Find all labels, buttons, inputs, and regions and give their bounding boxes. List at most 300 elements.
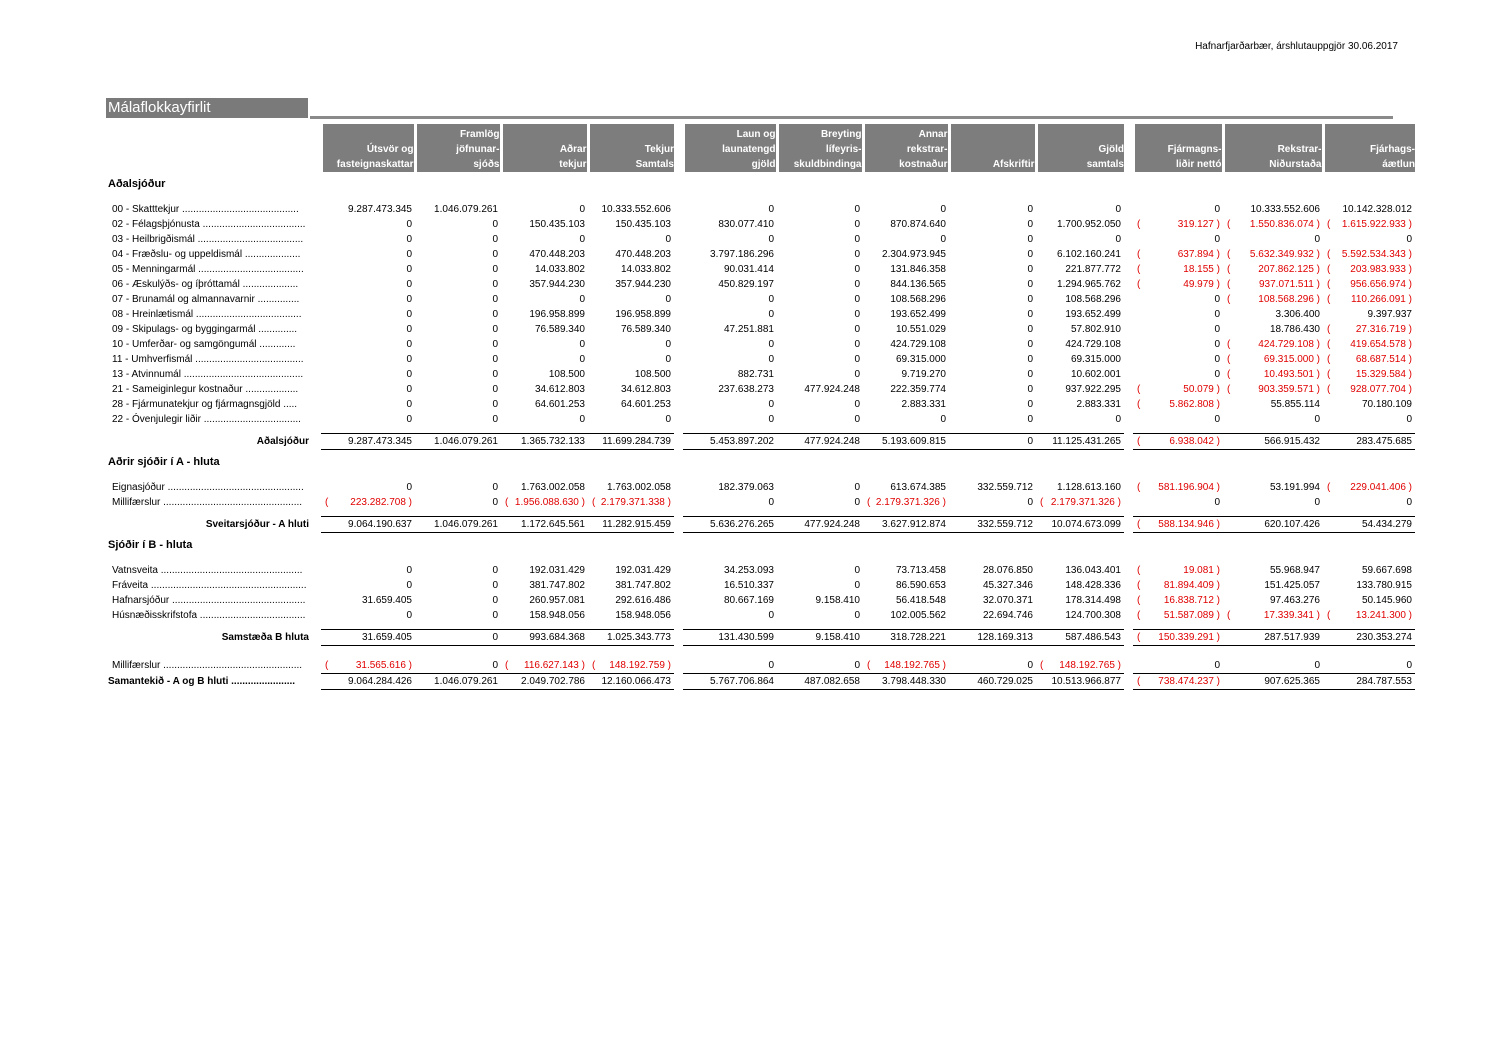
value-cell: 148.428.336 (1065, 580, 1121, 591)
value-cell: 1.046.079.261 (415, 517, 501, 533)
value-cell: 332.559.712 (949, 517, 1036, 533)
value-cell: ( 2.179.371.338 ) (588, 495, 674, 510)
value-cell: 97.463.276 (1269, 595, 1320, 606)
column-gap (674, 495, 683, 510)
column-gap (312, 292, 321, 307)
column-header: Útsvör og fasteignaskattar (321, 124, 415, 172)
column-gap (674, 217, 683, 232)
row-label: Millifærslur .................................................. (112, 497, 303, 508)
value-cell: ( 928.077.704 ) (1323, 382, 1415, 397)
value-cell: 53.191.994 (1269, 482, 1320, 493)
value-cell: 0 (1214, 309, 1220, 320)
table-row (106, 322, 1415, 337)
value-cell: 0 (1027, 219, 1033, 230)
value-cell: ( 110.266.091 ) (1323, 292, 1415, 307)
row-label: Hafnarsjóður ................................................ (112, 595, 306, 606)
table-row (106, 382, 1415, 397)
column-gap (674, 578, 683, 593)
column-gap (674, 434, 683, 450)
value-cell: 0 (768, 497, 774, 508)
column-header: Annar rekstrar- kostnaður (863, 124, 949, 172)
value-cell: 0 (665, 294, 671, 305)
value-cell: ( 6.938.042 ) (1133, 434, 1223, 450)
column-gap (674, 292, 683, 307)
value-cell: 70.180.109 (1361, 399, 1412, 410)
value-cell: 0 (492, 660, 498, 671)
value-cell: ( 69.315.000 ) (1223, 352, 1323, 367)
value-cell: 11.282.915.459 (588, 517, 674, 533)
value-cell: ( 51.587.089 ) (1133, 608, 1223, 623)
value-cell: 0 (940, 234, 946, 245)
value-cell: ( 207.862.125 ) (1223, 262, 1323, 277)
value-cell: ( 116.627.143 ) (501, 658, 588, 674)
value-cell: 0 (492, 324, 498, 335)
value-cell: 1.172.645.561 (501, 517, 588, 533)
value-cell: 0 (665, 339, 671, 350)
column-gap (674, 337, 683, 352)
column-gap (674, 630, 683, 646)
grand-total-row (106, 674, 1415, 690)
column-gap (1124, 630, 1133, 646)
column-gap (1124, 480, 1133, 495)
value-cell: 0 (854, 219, 860, 230)
value-cell: 0 (854, 234, 860, 245)
table-row (106, 217, 1415, 232)
value-cell: 0 (768, 309, 774, 320)
value-cell: 260.957.081 (529, 595, 585, 606)
value-cell: 237.638.273 (718, 384, 774, 395)
column-gap (1124, 247, 1133, 262)
column-gap (1124, 495, 1133, 510)
value-cell: 151.425.057 (1264, 580, 1320, 591)
value-cell: 150.435.103 (529, 219, 585, 230)
value-cell: 0 (1214, 660, 1220, 671)
header-row (106, 124, 1415, 172)
value-cell: 332.559.712 (977, 482, 1033, 493)
value-cell: ( 203.983.933 ) (1323, 262, 1415, 277)
column-gap (312, 277, 321, 292)
table-row (106, 202, 1415, 217)
column-gap (1124, 367, 1133, 382)
column-gap (312, 352, 321, 367)
row-label: Húsnæðisskrifstofa ...................................... (112, 610, 306, 621)
value-cell: 0 (854, 497, 860, 508)
value-cell: 0 (665, 234, 671, 245)
value-cell: 12.160.066.473 (588, 674, 674, 690)
value-cell: 0 (1027, 497, 1033, 508)
row-label: Samstæða B hluta (221, 632, 309, 643)
value-cell: 566.915.432 (1223, 434, 1323, 450)
column-gap (674, 480, 683, 495)
column-gap (312, 495, 321, 510)
column-gap (674, 397, 683, 412)
value-cell: 0 (665, 354, 671, 365)
value-cell: 0 (1214, 234, 1220, 245)
value-cell: 80.667.169 (723, 595, 774, 606)
value-cell: 0 (579, 414, 585, 425)
value-cell: 76.589.340 (534, 324, 585, 335)
value-cell: ( 5.862.808 ) (1133, 397, 1223, 412)
value-cell: 28.076.850 (982, 565, 1033, 576)
column-gap (674, 563, 683, 578)
row-label: Millifærslur .................................................. (112, 660, 303, 672)
value-cell: 993.684.368 (501, 630, 588, 646)
column-header: Laun og launatengd gjöld (683, 124, 777, 172)
column-gap (674, 277, 683, 292)
value-cell: 108.500 (548, 369, 585, 380)
value-cell: 0 (1214, 497, 1220, 508)
column-gap (312, 124, 321, 172)
column-gap (312, 480, 321, 495)
value-cell: 0 (492, 565, 498, 576)
row-label: 04 - Fræðslu- og uppeldismál .................... (112, 249, 301, 260)
column-gap (1124, 578, 1133, 593)
value-cell: 0 (492, 294, 498, 305)
column-header: Tekjur Samtals (588, 124, 674, 172)
column-gap (312, 517, 321, 533)
value-cell: 5.636.276.265 (683, 517, 777, 533)
value-cell: 0 (1214, 414, 1220, 425)
value-cell: 0 (406, 399, 412, 410)
column-gap (674, 124, 683, 172)
value-cell: 0 (579, 204, 585, 215)
value-cell: 10.513.966.877 (1036, 674, 1124, 690)
column-gap (312, 307, 321, 322)
value-cell: ( 5.632.349.932 ) (1223, 247, 1323, 262)
value-cell: ( 5.592.534.343 ) (1323, 247, 1415, 262)
value-cell: 54.434.279 (1323, 517, 1415, 533)
transfers-row (106, 658, 1415, 674)
value-cell: 55.968.947 (1269, 565, 1320, 576)
value-cell: 0 (1027, 384, 1033, 395)
value-cell: 2.304.973.945 (882, 249, 946, 260)
value-cell: 64.601.253 (620, 399, 671, 410)
column-header: Framlög jöfnunar- sjóðs (415, 124, 501, 172)
column-gap (674, 593, 683, 608)
value-cell: 0 (406, 264, 412, 275)
value-cell: 1.700.952.050 (1057, 219, 1121, 230)
value-cell: 108.500 (634, 369, 671, 380)
value-cell: 131.430.599 (683, 630, 777, 646)
value-cell: 0 (854, 414, 860, 425)
value-cell: ( 424.729.108 ) (1223, 337, 1323, 352)
column-gap (1124, 124, 1133, 172)
value-cell: 381.747.802 (529, 580, 585, 591)
row-label: 08 - Hreinlætismál ...................................... (112, 309, 302, 320)
column-gap (674, 608, 683, 623)
value-cell: ( 148.192.765 ) (863, 658, 949, 674)
value-cell: ( 588.134.946 ) (1133, 517, 1223, 533)
table-row (106, 307, 1415, 322)
column-gap (1124, 593, 1133, 608)
value-cell: ( 18.155 ) (1133, 262, 1223, 277)
value-cell: 10.551.029 (895, 324, 946, 335)
value-cell: 613.674.385 (890, 482, 946, 493)
value-cell: 0 (492, 249, 498, 260)
value-cell: 1.763.002.058 (521, 482, 585, 493)
value-cell: 222.359.774 (890, 384, 946, 395)
value-cell: 0 (1406, 414, 1412, 425)
row-label: Vatnsveita ................................................... (112, 565, 303, 576)
value-cell: 0 (579, 294, 585, 305)
value-cell: 0 (406, 309, 412, 320)
value-cell: 0 (1314, 497, 1320, 508)
value-cell: 0 (1115, 234, 1121, 245)
value-cell: 47.251.881 (723, 324, 774, 335)
row-label: Aðalsjóður (256, 436, 309, 447)
value-cell: 0 (1314, 660, 1320, 671)
value-cell: 128.169.313 (949, 630, 1036, 646)
column-header: Afskriftir (949, 124, 1036, 172)
value-cell: 0 (1027, 414, 1033, 425)
value-cell: 64.601.253 (534, 399, 585, 410)
value-cell: 0 (1027, 234, 1033, 245)
value-cell: 0 (854, 204, 860, 215)
value-cell: ( 148.192.759 ) (588, 658, 674, 674)
column-gap (312, 563, 321, 578)
row-label: 05 - Menningarmál ...................................... (112, 264, 304, 275)
column-gap (674, 232, 683, 247)
table-row (106, 247, 1415, 262)
value-cell: 31.659.405 (321, 630, 415, 646)
column-gap (312, 434, 321, 450)
column-gap (312, 217, 321, 232)
column-gap (1124, 517, 1133, 533)
value-cell: ( 903.359.571 ) (1223, 382, 1323, 397)
value-cell: 381.747.802 (615, 580, 671, 591)
row-label: 03 - Heilbrigðismál ...................................... (112, 234, 304, 245)
value-cell: 0 (492, 399, 498, 410)
value-cell: 450.829.197 (718, 279, 774, 290)
value-cell: 0 (940, 414, 946, 425)
value-cell: 3.798.448.330 (863, 674, 949, 690)
value-cell: 56.418.548 (895, 595, 946, 606)
value-cell: 150.435.103 (615, 219, 671, 230)
value-cell: 9.287.473.345 (348, 204, 412, 215)
row-label: 10 - Umferðar- og samgöngumál ............. (112, 339, 296, 350)
value-cell: 1.294.965.762 (1057, 279, 1121, 290)
value-cell: 292.616.486 (615, 595, 671, 606)
value-cell: ( 1.550.836.074 ) (1223, 217, 1323, 232)
section-header (106, 533, 1415, 558)
column-gap (312, 202, 321, 217)
value-cell: 0 (768, 294, 774, 305)
value-cell: 470.448.203 (529, 249, 585, 260)
value-cell: 0 (406, 354, 412, 365)
page-title: Málaflokkayfirlit (106, 98, 308, 118)
column-gap (674, 202, 683, 217)
value-cell: 1.046.079.261 (415, 674, 501, 690)
value-cell: 9.287.473.345 (321, 434, 415, 450)
column-gap (312, 397, 321, 412)
value-cell: 0 (1027, 369, 1033, 380)
value-cell: 196.958.899 (615, 309, 671, 320)
value-cell: 0 (492, 580, 498, 591)
column-gap (674, 247, 683, 262)
value-cell: 0 (406, 234, 412, 245)
value-cell: 460.729.025 (949, 674, 1036, 690)
value-cell: 1.763.002.058 (607, 482, 671, 493)
value-cell: ( 15.329.584 ) (1323, 367, 1415, 382)
value-cell: 0 (1027, 249, 1033, 260)
value-cell: 283.475.685 (1323, 434, 1415, 450)
value-cell: 0 (406, 565, 412, 576)
column-gap (674, 352, 683, 367)
column-gap (1124, 434, 1133, 450)
financial-table (106, 124, 1415, 690)
value-cell: 844.136.565 (890, 279, 946, 290)
value-cell: 1.365.732.133 (501, 434, 588, 450)
value-cell: ( 2.179.371.326 ) (1036, 495, 1124, 510)
value-cell: ( 738.474.237 ) (1133, 674, 1223, 690)
value-cell: 0 (406, 279, 412, 290)
row-label: Eignasjóður ................................................. (112, 482, 304, 493)
value-cell: 477.924.248 (777, 517, 863, 533)
table-row (106, 593, 1415, 608)
value-cell: 158.948.056 (615, 610, 671, 621)
value-cell: ( 1.615.922.933 ) (1323, 217, 1415, 232)
value-cell: 230.353.274 (1323, 630, 1415, 646)
value-cell: 0 (1027, 309, 1033, 320)
table-row (106, 608, 1415, 623)
value-cell: 0 (406, 580, 412, 591)
section-title: Aðalsjóður (108, 178, 166, 190)
value-cell: ( 150.339.291 ) (1133, 630, 1223, 646)
value-cell: ( 937.071.511 ) (1223, 277, 1323, 292)
column-gap (674, 367, 683, 382)
value-cell: 0 (1214, 369, 1220, 380)
value-cell: 9.719.270 (901, 369, 946, 380)
header-spacer (106, 124, 312, 172)
value-cell: 10.602.001 (1070, 369, 1121, 380)
value-cell: 32.070.371 (982, 595, 1033, 606)
value-cell: 287.517.939 (1223, 630, 1323, 646)
total-row (106, 517, 1415, 533)
value-cell: 870.874.640 (890, 219, 946, 230)
value-cell: 0 (492, 309, 498, 320)
value-cell: 193.652.499 (890, 309, 946, 320)
column-gap (312, 382, 321, 397)
value-cell: 90.031.414 (723, 264, 774, 275)
value-cell: 0 (406, 219, 412, 230)
value-cell: 0 (1214, 294, 1220, 305)
section-header (106, 172, 1415, 196)
value-cell: 59.667.698 (1361, 565, 1412, 576)
column-header: Fjármagns- liðir nettó (1133, 124, 1223, 172)
value-cell: 0 (492, 482, 498, 493)
value-cell: 0 (1027, 354, 1033, 365)
value-cell: 0 (406, 324, 412, 335)
value-cell: 0 (1027, 324, 1033, 335)
value-cell: 0 (1214, 354, 1220, 365)
value-cell: 357.944.230 (529, 279, 585, 290)
value-cell: 0 (406, 482, 412, 493)
value-cell: 76.589.340 (620, 324, 671, 335)
value-cell: 18.786.430 (1269, 324, 1320, 335)
table-row (106, 563, 1415, 578)
value-cell: 0 (406, 610, 412, 621)
row-label: Sveitarsjóður - A hluti (205, 519, 309, 530)
section-title: Sjóðir í B - hluta (108, 539, 193, 551)
value-cell: 0 (406, 294, 412, 305)
value-cell: 192.031.429 (615, 565, 671, 576)
value-cell: ( 17.339.341 ) (1223, 608, 1323, 623)
value-cell: ( 956.656.974 ) (1323, 277, 1415, 292)
value-cell: 196.958.899 (529, 309, 585, 320)
value-cell: 0 (768, 414, 774, 425)
value-cell: 133.780.915 (1356, 580, 1412, 591)
value-cell: 937.922.295 (1065, 384, 1121, 395)
column-gap (1124, 608, 1133, 623)
section-header (106, 450, 1415, 475)
value-cell: 14.033.802 (620, 264, 671, 275)
value-cell: ( 2.179.371.326 ) (863, 495, 949, 510)
column-gap (312, 630, 321, 646)
document-header: Hafnarfjarðarbær, árshlutauppgjör 30.06.2017 (1195, 41, 1398, 52)
column-gap (312, 337, 321, 352)
column-gap (312, 412, 321, 427)
value-cell: ( 637.894 ) (1133, 247, 1223, 262)
column-gap (312, 593, 321, 608)
table-row (106, 397, 1415, 412)
column-gap (312, 674, 321, 690)
value-cell: 0 (854, 264, 860, 275)
value-cell: 86.590.653 (895, 580, 946, 591)
value-cell: 477.924.248 (777, 434, 863, 450)
value-cell: 0 (492, 384, 498, 395)
value-cell: 108.568.296 (890, 294, 946, 305)
value-cell: 124.700.308 (1065, 610, 1121, 621)
value-cell: 318.728.221 (863, 630, 949, 646)
value-cell: 11.699.284.739 (588, 434, 674, 450)
value-cell: 9.064.284.426 (321, 674, 415, 690)
value-cell: 0 (940, 204, 946, 215)
value-cell: 3.306.400 (1275, 309, 1320, 320)
value-cell: ( 223.282.708 ) (321, 495, 415, 510)
table-row (106, 480, 1415, 495)
table-row (106, 412, 1415, 427)
row-label: 00 - Skatttekjur .......................................... (112, 204, 299, 215)
value-cell: 0 (1406, 660, 1412, 671)
column-header: Fjárhags- áætlun (1323, 124, 1415, 172)
value-cell: 0 (854, 369, 860, 380)
value-cell: ( 81.894.409 ) (1133, 578, 1223, 593)
row-label: 28 - Fjármunatekjur og fjármagnsgjöld ..... (112, 399, 298, 410)
value-cell: 1.046.079.261 (434, 204, 498, 215)
value-cell: ( 319.127 ) (1133, 217, 1223, 232)
value-cell: 10.333.552.606 (1250, 204, 1320, 215)
value-cell: 487.082.658 (777, 674, 863, 690)
column-header: Gjöld samtals (1036, 124, 1124, 172)
value-cell: ( 108.568.296 ) (1223, 292, 1323, 307)
value-cell: ( 31.565.616 ) (321, 658, 415, 674)
value-cell: ( 68.687.514 ) (1323, 352, 1415, 367)
value-cell: 0 (854, 324, 860, 335)
value-cell: 10.142.328.012 (1342, 204, 1412, 215)
value-cell: 0 (492, 595, 498, 606)
column-gap (674, 382, 683, 397)
value-cell: 31.659.405 (361, 595, 412, 606)
value-cell: 5.453.897.202 (683, 434, 777, 450)
column-gap (674, 412, 683, 427)
value-cell: 0 (854, 482, 860, 493)
value-cell: 0 (1406, 497, 1412, 508)
value-cell: 16.510.337 (723, 580, 774, 591)
value-cell: 424.729.108 (890, 339, 946, 350)
value-cell: 0 (579, 234, 585, 245)
value-cell: ( 19.081 ) (1133, 563, 1223, 578)
value-cell: 0 (579, 339, 585, 350)
